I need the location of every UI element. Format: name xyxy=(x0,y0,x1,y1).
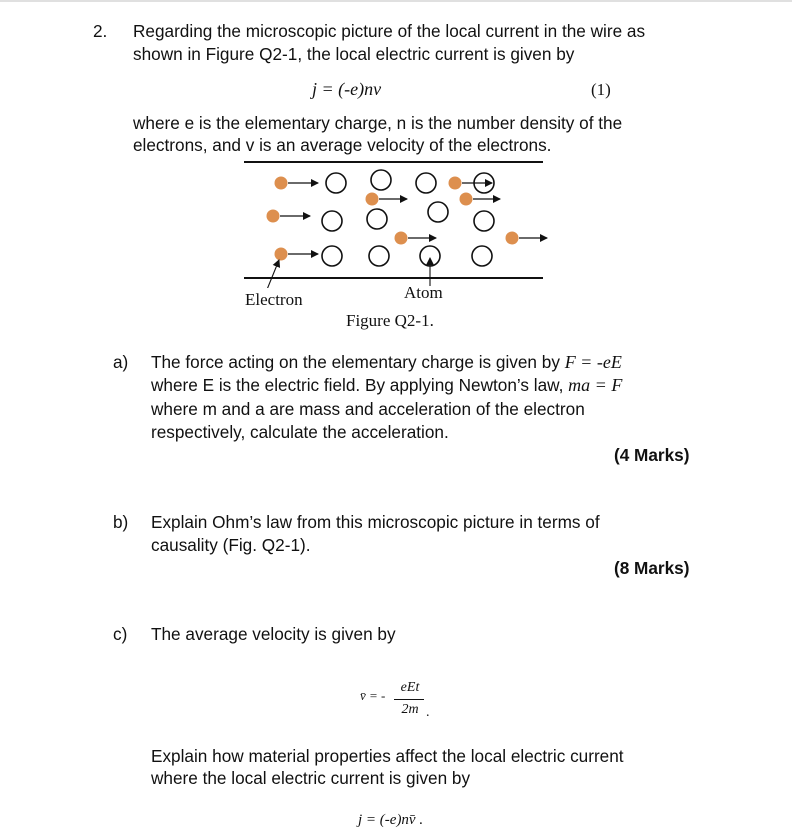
question-number: 2. xyxy=(93,21,108,41)
atom-circle xyxy=(326,173,346,193)
part-b-line-1: Explain Ohm’s law from this microscopic picture in terms of xyxy=(151,512,600,532)
electron-dot xyxy=(366,193,379,206)
velocity-equation-denominator: 2m xyxy=(401,702,419,717)
part-a-label: a) xyxy=(113,352,129,372)
figure-q2-1 xyxy=(236,158,552,288)
velocity-equation-period: . xyxy=(426,705,430,720)
electron-dot xyxy=(267,210,280,223)
atom-circle xyxy=(428,202,448,222)
atom-circle xyxy=(472,246,492,266)
atom-circle xyxy=(416,173,436,193)
electron-dot xyxy=(275,248,288,261)
atom-circle xyxy=(322,211,342,231)
atom-circle xyxy=(369,246,389,266)
page-top-border xyxy=(0,0,792,2)
part-c-explain-line-2: where the local electric current is given by xyxy=(151,768,471,788)
electron-dot xyxy=(275,177,288,190)
electron-label: Electron xyxy=(245,290,303,309)
intro-line-1: Regarding the microscopic picture of the local current in the wire as xyxy=(133,21,646,41)
part-a-line-4: respectively, calculate the acceleration. xyxy=(151,422,449,442)
part-a-marks: (4 Marks) xyxy=(614,445,690,465)
intro-line-2: shown in Figure Q2-1, the local electric current is given by xyxy=(133,44,575,64)
part-a-line-2 xyxy=(151,374,622,396)
part-b-line-2: causality (Fig. Q2-1). xyxy=(151,535,311,555)
atom-label: Atom xyxy=(404,283,443,302)
electron-dot xyxy=(506,232,519,245)
where-line-1: where e is the elementary charge, n is the number density of the xyxy=(133,113,623,133)
atom-circle xyxy=(371,170,391,190)
equation-1: j = (-e)nv xyxy=(312,79,382,99)
atom-circle xyxy=(367,209,387,229)
electron-dot xyxy=(460,193,473,206)
part-a-line-1-text: The force acting on the elementary charge is given by xyxy=(151,352,565,372)
force-equation: F = -eE xyxy=(564,352,622,372)
velocity-equation-lhs: v̄ = - xyxy=(360,688,386,703)
part-a-line-2-text: where E is the electric field. By applying Newton’s law, xyxy=(151,375,569,395)
electron-label-pointer xyxy=(266,260,279,288)
final-current-equation: j = (-e)nv̄ . xyxy=(358,812,424,828)
part-c-explain-line-1: Explain how material properties affect the local electric current xyxy=(151,746,624,766)
figure-caption: Figure Q2-1. xyxy=(346,311,434,330)
velocity-equation-numerator: eEt xyxy=(400,680,420,695)
electron-dot xyxy=(395,232,408,245)
part-a-line-1 xyxy=(151,351,622,373)
atom-circle xyxy=(474,211,494,231)
atom-circle xyxy=(322,246,342,266)
where-line-2: electrons, and v is an average velocity of the electrons. xyxy=(133,135,552,155)
equation-1-number: (1) xyxy=(591,80,611,99)
part-c-line-1: The average velocity is given by xyxy=(151,624,396,644)
part-b-label: b) xyxy=(113,512,129,532)
velocity-equation-fraction-bar xyxy=(394,699,424,700)
part-b-marks: (8 Marks) xyxy=(614,558,690,578)
part-c-label: c) xyxy=(113,624,128,644)
newton-equation: ma = F xyxy=(568,375,623,395)
electron-dot xyxy=(449,177,462,190)
part-a-line-3: where m and a are mass and acceleration of the electron xyxy=(151,399,585,419)
